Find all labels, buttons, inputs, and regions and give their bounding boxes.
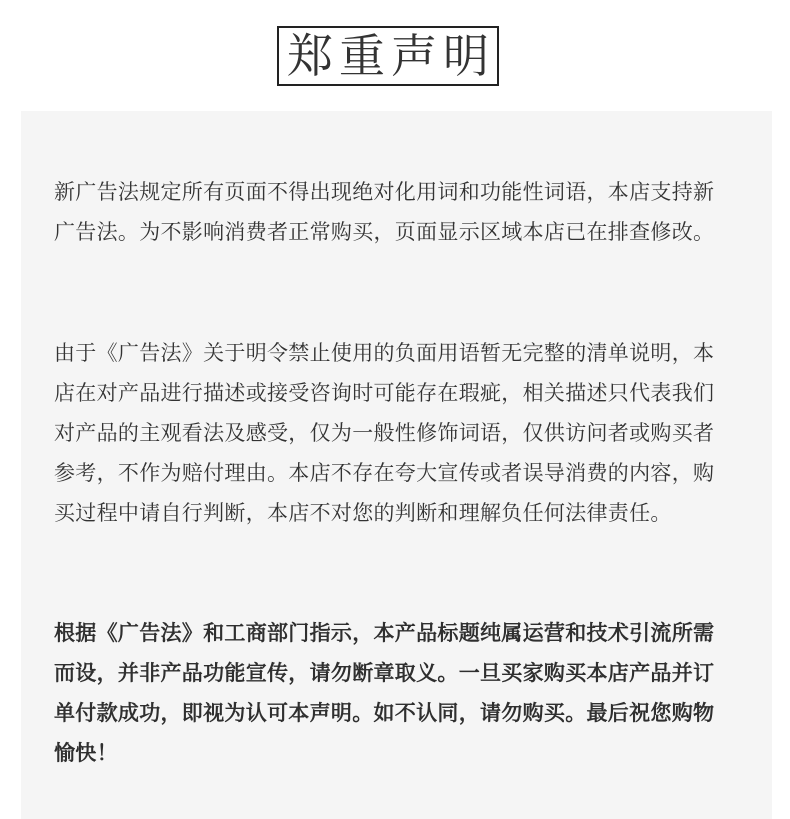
- page-title: 郑重声明: [287, 29, 495, 83]
- notice-paragraph-advertising-law: 新广告法规定所有页面不得出现绝对化用词和功能性词语，本店支持新广告法。为不影响消费者正常购买，页面显示区域本店已在排查修改。: [54, 180, 715, 244]
- notice-panel: [21, 111, 772, 819]
- notice-paragraph-disclaimer: 由于《广告法》关于明令禁止使用的负面用语暂无完整的清单说明，本店在对产品进行描述或接受咨询时可能存在瑕疵，相关描述只代表我们对产品的主观看法及感受，仅为一般性修饰词语，仅供访问者或购买者参考，不作为赔付理由。本店不存在夸大宣传或者误导消费的内容，购买过程中请自行判断，本店不对您的判断和理解负任何法律责任。: [54, 341, 715, 525]
- notice-paragraph-title-statement: 根据《广告法》和工商部门指示，本产品标题纯属运营和技术引流所需而设，并非产品功能宣传，请勿断章取义。一旦买家购买本店产品并订单付款成功，即视为认可本声明。如不认同，请勿购买。最后祝您购物愉快！: [54, 621, 715, 765]
- title-box: [277, 26, 499, 86]
